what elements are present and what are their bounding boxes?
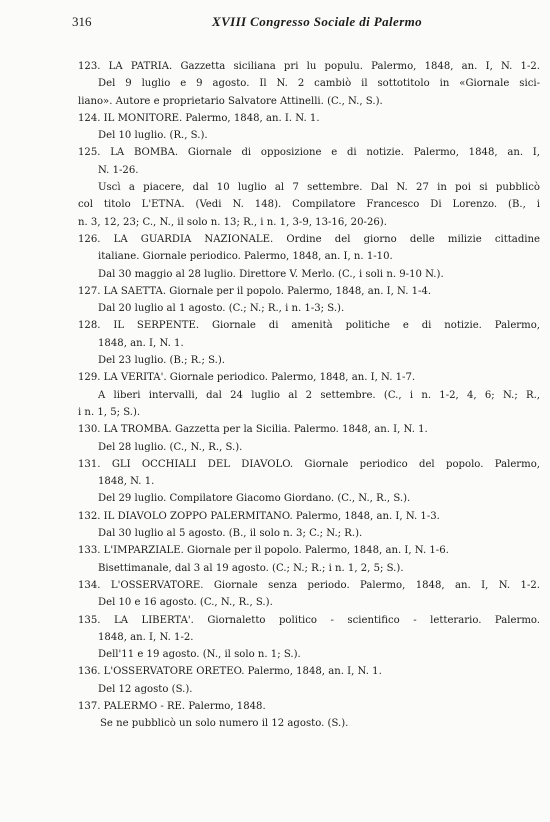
text-line: Dell'11 e 19 agosto. (N., il solo n. 1; S.). bbox=[98, 649, 301, 661]
text-line: Dal 30 luglio al 5 agosto. (B., il solo n. 3; C.; N.; R.). bbox=[98, 528, 363, 540]
text-line: 127. LA SAETTA. Giornale per il popolo. Palermo, 1848, an. I, N. 1-4. bbox=[78, 285, 432, 297]
text-line: 123. LA PATRIA. Gazzetta siciliana pri lu populu. Palermo, 1848, an. I, N. 1-2. bbox=[78, 61, 540, 72]
text-line: 135. LA LIBERTA'. Giornaletto politico - scientifico - letterario. Palermo. bbox=[78, 614, 540, 626]
text-line: Del 29 luglio. Compilatore Giacomo Giordano. (C., N., R., S.). bbox=[98, 493, 411, 505]
text-line: 126. LA GUARDIA NAZIONALE. Ordine del giorno delle milizie cittadine bbox=[78, 233, 540, 245]
running-title: XVIII Congresso Sociale di Palermo bbox=[212, 14, 423, 29]
text-line: 137. PALERMO - RE. Palermo, 1848. bbox=[78, 700, 266, 712]
text-line: Del 9 luglio e 9 agosto. Il N. 2 cambiò il sottotitolo in «Giornale sici- bbox=[98, 78, 540, 90]
text-line: Dal 20 luglio al 1 agosto. (C.; N.; R., i n. 1-3; S.). bbox=[98, 303, 345, 315]
text-line: 131. GLI OCCHIALI DEL DIAVOLO. Giornale periodico del popolo. Palermo, bbox=[78, 458, 540, 470]
text-line: A liberi intervalli, dal 24 luglio al 2 settembre. (C., i n. 1-2, 4, 6; N.; R., bbox=[98, 389, 540, 401]
text-line: liano». Autore e proprietario Salvatore Attinelli. (C., N., S.). bbox=[78, 95, 383, 107]
text-line: Bisettimanale, dal 3 al 19 agosto. (C.; N.; R.; i n. 1, 2, 5; S.). bbox=[98, 562, 404, 574]
text-line: 128. IL SERPENTE. Giornale di amenità politiche e di notizie. Palermo, bbox=[78, 320, 540, 332]
text-line: Del 10 e 16 agosto. (C., N., R., S.). bbox=[98, 597, 273, 609]
text-line: 129. LA VERITA'. Giornale periodico. Palermo, 1848, an. I, N. 1-7. bbox=[78, 372, 416, 384]
text-line: Se ne pubblicò un solo numero il 12 agosto. (S.). bbox=[100, 718, 349, 730]
text-line: 125. LA BOMBA. Giornale di opposizione e di notizie. Palermo, 1848, an. I, bbox=[78, 147, 540, 159]
text-line: n. 3, 12, 23; C., N., il solo n. 13; R., i n. 1, 3-9, 13-16, 20-26). bbox=[78, 216, 387, 228]
text-line: 136. L'OSSERVATORE ORETEO. Palermo, 1848, an. I, N. 1. bbox=[78, 666, 382, 678]
running-header bbox=[0, 14, 550, 32]
text-line: Del 28 luglio. (C., N., R., S.). bbox=[98, 441, 243, 453]
text-line: italiane. Giornale periodico. Palermo, 1848, an. I, n. 1-10. bbox=[98, 251, 393, 263]
text-line: N. 1-26. bbox=[98, 164, 139, 176]
page-number: 316 bbox=[72, 14, 92, 29]
bibliography-list bbox=[78, 58, 540, 733]
text-line: Del 10 luglio. (R., S.). bbox=[98, 130, 208, 142]
text-line: Dal 30 maggio al 28 luglio. Direttore V. Merlo. (C., i soli n. 9-10 N.). bbox=[98, 268, 444, 280]
text-line: Uscì a piacere, dal 10 luglio al 7 settembre. Dal N. 27 in poi si pubblicò bbox=[98, 182, 540, 194]
text-line: 132. IL DIAVOLO ZOPPO PALERMITANO. Palermo, 1848, an. I, N. 1-3. bbox=[78, 510, 440, 522]
text-line: 124. IL MONITORE. Palermo, 1848, an. I. N. 1. bbox=[78, 112, 320, 124]
text-line: 130. LA TROMBA. Gazzetta per la Sicilia. Palermo. 1848, an. I, N. 1. bbox=[78, 424, 428, 436]
text-line: Del 23 luglio. (B.; R.; S.). bbox=[98, 355, 226, 367]
text-line: 133. L'IMPARZIALE. Giornale per il popolo. Palermo, 1848, an. I, N. 1-6. bbox=[78, 545, 449, 557]
text-line: 1848, N. 1. bbox=[98, 476, 155, 488]
text-line: 134. L'OSSERVATORE. Giornale senza periodo. Palermo, 1848, an. I, N. 1-2. bbox=[78, 579, 540, 591]
text-line: Del 12 agosto (S.). bbox=[98, 683, 193, 695]
text-line: 1848, an. I, N. 1-2. bbox=[98, 631, 194, 643]
text-line: i n. 1, 5; S.). bbox=[78, 406, 141, 418]
text-line: 1848, an. I, N. 1. bbox=[98, 337, 184, 349]
text-line: col titolo L'ETNA. (Vedi N. 148). Compilatore Francesco Di Lorenzo. (B., i bbox=[78, 199, 540, 211]
